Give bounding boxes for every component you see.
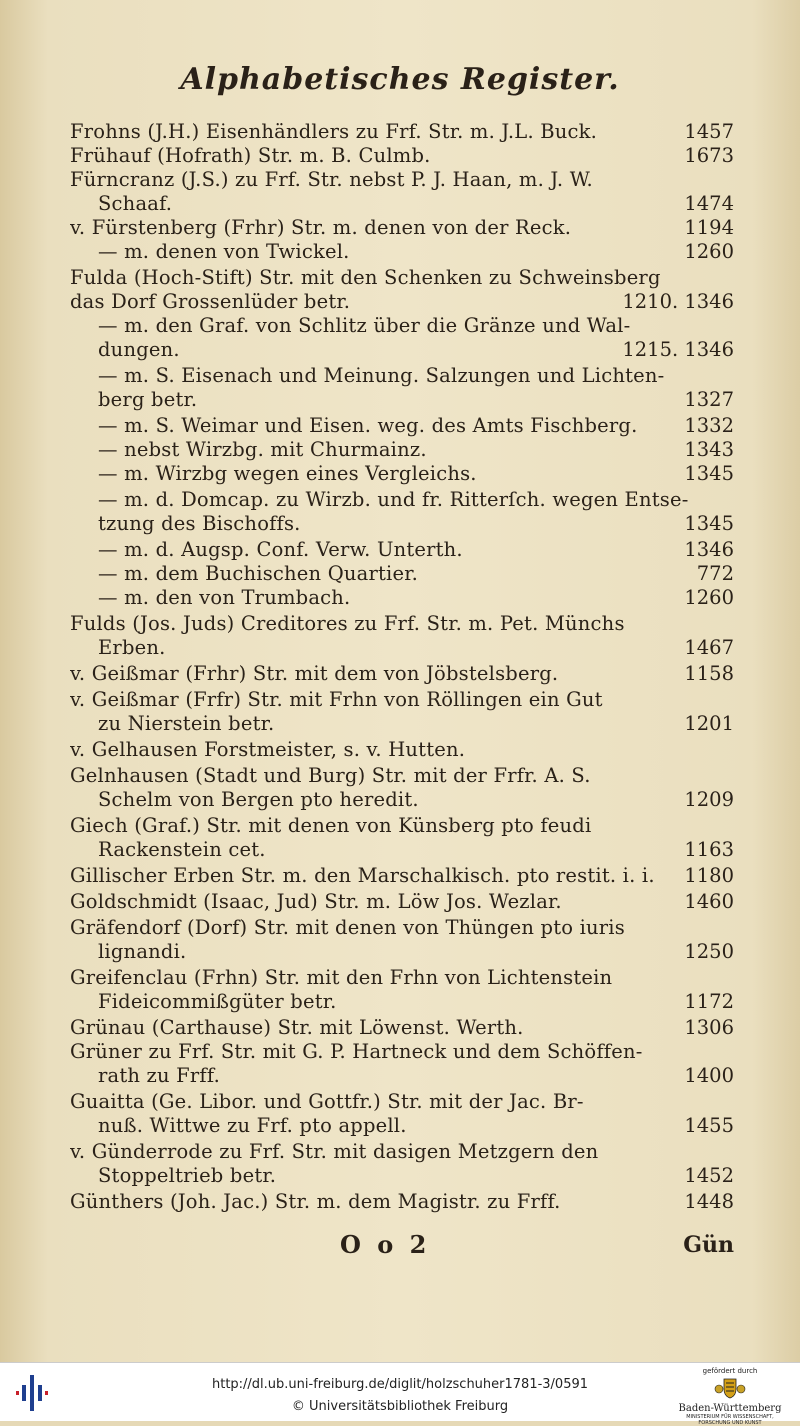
entry-text: Rackenstein cet. [98, 838, 266, 861]
page-reference: 1260 [684, 586, 734, 609]
register-entry-line [98, 838, 735, 862]
entry-text: Schelm von Bergen pto heredit. [98, 788, 419, 811]
sponsor-block [670, 1367, 790, 1426]
register-entry-line [98, 990, 735, 1014]
entry-text: Frühauf (Hofrath) Str. m. B. Culmb. [70, 144, 431, 167]
page-reference: 1210. 1346 [622, 290, 734, 313]
sponsor-caption: gefördert durch [702, 1367, 758, 1375]
register-entry-line [70, 864, 735, 888]
entry-text: Guaitta (Ge. Libor. und Gottfr.) Str. mit der Jac. Br- [70, 1090, 584, 1113]
page-reference: 1172 [684, 990, 734, 1013]
register-entry-line [98, 414, 735, 438]
page-reference: 1343 [684, 438, 734, 461]
copyright-text: © Universitätsbibliothek Freiburg [291, 1399, 509, 1414]
page-reference: 1194 [684, 216, 734, 239]
entry-text: — m. den Graf. von Schlitz über die Gränze und Wal- [98, 314, 631, 337]
entry-text: Günthers (Joh. Jac.) Str. m. dem Magistr. zu Frff. [70, 1190, 561, 1213]
page-reference: 1345 [684, 512, 734, 535]
entry-text: — nebst Wirzbg. mit Churmainz. [98, 438, 427, 461]
page-reference: 1346 [684, 538, 734, 561]
entry-text: Schaaf. [98, 192, 173, 215]
entry-text: v. Fürstenberg (Frhr) Str. m. denen von der Reck. [70, 216, 572, 239]
page-reference: 1474 [684, 192, 734, 215]
entry-text: berg betr. [98, 388, 198, 411]
entry-text: das Dorf Grossenlüder betr. [70, 290, 351, 313]
entry-text: — m. den von Trumbach. [98, 586, 351, 609]
register-entry-line [70, 1090, 735, 1114]
register-entry-line [98, 240, 735, 264]
page-reference: 1163 [684, 838, 734, 861]
entry-text: Fulda (Hoch-Stift) Str. mit den Schenken zu Schweinsberg [70, 266, 661, 289]
page-reference: 1332 [684, 414, 734, 437]
register-entry-line [98, 1164, 735, 1188]
entry-text: Greifenclau (Frhn) Str. mit den Frhn von Lichtenstein [70, 966, 613, 989]
entry-text: Grünau (Carthause) Str. mit Löwenst. Werth. [70, 1016, 524, 1039]
register-entry-line [98, 1064, 735, 1088]
page-reference: 1673 [684, 144, 734, 167]
register-entry-line [98, 788, 735, 812]
sponsor-name: Baden-Württemberg [678, 1403, 782, 1414]
register-entry-line [98, 512, 735, 536]
page-reference: 1467 [684, 636, 734, 659]
register-entry-line [70, 738, 735, 762]
register-entry-line [98, 388, 735, 412]
page-reference: 1448 [684, 1190, 734, 1213]
entry-text: Frohns (J.H.) Eisenhändlers zu Frf. Str. m. J.L. Buck. [70, 120, 598, 143]
register-entry-line [70, 1040, 735, 1064]
page-reference: 1250 [684, 940, 734, 963]
entry-text: Gillischer Erben Str. m. den Marschalkisch. pto restit. i. i. [70, 864, 655, 887]
register-entry-line [70, 890, 735, 914]
register-entry-line [70, 966, 735, 990]
register-entry-line [70, 764, 735, 788]
entry-text: Giech (Graf.) Str. mit denen von Künsberg pto feudi [70, 814, 592, 837]
register-entry-line [70, 688, 735, 712]
page-reference: 772 [696, 562, 734, 585]
signature-mark: O o 2 [340, 1230, 431, 1259]
entry-text: Gelnhausen (Stadt und Burg) Str. mit der Frfr. A. S. [70, 764, 591, 787]
entry-text: Gräfendorf (Dorf) Str. mit denen von Thüngen pto iuris [70, 916, 625, 939]
entry-text: Erben. [98, 636, 166, 659]
register-entry-line [70, 1190, 735, 1214]
entry-text: Fürncranz (J.S.) zu Frf. Str. nebst P. J. Haan, m. J. W. [70, 168, 593, 191]
register-entry-line [98, 940, 735, 964]
entry-text: Fideicommißgüter betr. [98, 990, 337, 1013]
page-reference: 1327 [684, 388, 734, 411]
page-reference: 1452 [684, 1164, 734, 1187]
register-entry-line [98, 192, 735, 216]
entry-text: Grüner zu Frf. Str. mit G. P. Hartneck und dem Schöffen- [70, 1040, 643, 1063]
register-entry-line [70, 612, 735, 636]
register-entry-line [98, 538, 735, 562]
entry-text: Fulds (Jos. Juds) Creditores zu Frf. Str. m. Pet. Münchs [70, 612, 625, 635]
catchword: Gün [683, 1232, 734, 1258]
entry-text: rath zu Frff. [98, 1064, 220, 1087]
page-reference: 1460 [684, 890, 734, 913]
page-reference: 1209 [684, 788, 734, 811]
register-entry-line [70, 916, 735, 940]
page-reference: 1260 [684, 240, 734, 263]
entry-text: — m. d. Augsp. Conf. Verw. Unterth. [98, 538, 463, 561]
register-entry-line [98, 462, 735, 486]
register-entry-line [70, 266, 735, 290]
viewer-footer-bar [0, 1362, 800, 1426]
page-reference: 1457 [684, 120, 734, 143]
page-reference: 1345 [684, 462, 734, 485]
register-entry-line [98, 438, 735, 462]
sponsor-subtitle: MINISTERIUM FÜR WISSENSCHAFT, FORSCHUNG UND KUNST [686, 1414, 774, 1426]
register-entry-line [98, 636, 735, 660]
entry-text: — m. denen von Twickel. [98, 240, 350, 263]
register-entry-line [70, 144, 735, 168]
register-entry-line [70, 814, 735, 838]
register-entry-line [70, 662, 735, 686]
register-entry-line [98, 1114, 735, 1138]
register-entry-line [70, 168, 735, 192]
register-entry-line [70, 216, 735, 240]
page-reference: 1455 [684, 1114, 734, 1137]
entry-text: — m. d. Domcap. zu Wirzb. und fr. Ritterſch. wegen Entse- [98, 488, 689, 511]
entry-text: v. Geißmar (Frhr) Str. mit dem von Jöbstelsberg. [70, 662, 559, 685]
page-title: Alphabetisches Register. [180, 62, 620, 97]
register-entry-line [98, 314, 735, 338]
page-reference: 1215. 1346 [622, 338, 734, 361]
entry-text: lignandi. [98, 940, 187, 963]
entry-text: — m. Wirzbg wegen eines Vergleichs. [98, 462, 477, 485]
entry-text: zu Nierstein betr. [98, 712, 275, 735]
page-reference: 1180 [684, 864, 734, 887]
entry-text: — m. dem Buchischen Quartier. [98, 562, 418, 585]
register-entry-line [98, 364, 735, 388]
register-entry-line [70, 1016, 735, 1040]
register-entry-line [70, 120, 735, 144]
entry-text: v. Geißmar (Frfr) Str. mit Frhn von Röllingen ein Gut [70, 688, 603, 711]
entry-text: — m. S. Weimar und Eisen. weg. des Amts Fischberg. [98, 414, 638, 437]
register-entry-line [98, 562, 735, 586]
entry-text: Stoppeltrieb betr. [98, 1164, 277, 1187]
entry-text: v. Günderrode zu Frf. Str. mit dasigen Metzgern den [70, 1140, 599, 1163]
permalink-url[interactable]: http://dl.ub.uni-freiburg.de/diglit/holzschuher1781-3/0591 [211, 1377, 589, 1392]
page-reference: 1158 [684, 662, 734, 685]
register-entry-line [98, 712, 735, 736]
entry-text: dungen. [98, 338, 180, 361]
page-reference: 1306 [684, 1016, 734, 1039]
register-entry-line [98, 586, 735, 610]
register-entry-line [70, 1140, 735, 1164]
entry-text: v. Gelhausen Forstmeister, s. v. Hutten. [70, 738, 466, 761]
state-crest-icon [713, 1377, 747, 1399]
entry-text: tzung des Bischoffs. [98, 512, 301, 535]
page-reference: 1400 [684, 1064, 734, 1087]
entry-text: Goldschmidt (Isaac, Jud) Str. m. Löw Jos. Wezlar. [70, 890, 562, 913]
page-reference: 1201 [684, 712, 734, 735]
register-entry-line [98, 488, 735, 512]
entry-text: nuß. Wittwe zu Frf. pto appell. [98, 1114, 407, 1137]
entry-text: — m. S. Eisenach und Meinung. Salzungen und Lichten- [98, 364, 665, 387]
